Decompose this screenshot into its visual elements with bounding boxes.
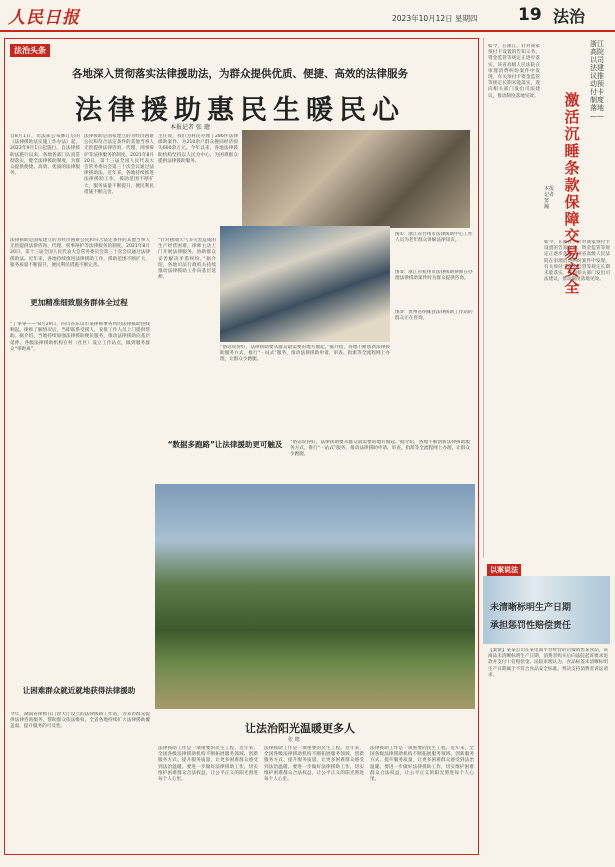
photo-caption-1: 图①：浙江省台州市法律援助中心工作人员为老年群众讲解法律知识。	[395, 232, 473, 244]
photo-mountain-village	[155, 484, 475, 709]
bottom-article-col1: 法律援助工作是一项重要的民生工程。近年来，全国各级法律援助机构不断拓展服务领域、创新服务方式、提升服务质量，让更多困难群众感受到法治温暖。要进一步做好法律援助工作，切实维护困难群众合法权益，让公平正义的阳光照进每个人心里。	[158, 746, 258, 783]
right-article-headline: 激活沉睡条款 保障交易安全	[564, 91, 580, 296]
case-column-tag: 以案说法	[487, 564, 521, 576]
subhead-3: “数据多跑路”让法律援助更可触及	[167, 440, 283, 449]
right-article-kicker: 浙江高院以司法建议推动预付卡制度落地——	[590, 40, 604, 120]
case-title-line1: 未清晰标明生产日期	[490, 603, 572, 613]
photo-caption-2: 图②：浙江省杭州市法律援助律师在办理法律援助案件时为群众提供咨询。	[395, 270, 473, 282]
case-body: 【案情】某某公司在某电商平台经营的店铺销售某食品，该商品未清晰标明生产日期，消费者购买后向法院起诉要求退款并支付十倍赔偿金。法院审理认为，食品标签未清晰标明生产日期属于不符合食品安全标准，判决支持消费者诉讼请求。	[488, 648, 608, 678]
right-article-body-col1: 如今，在浙江，针对商家预付卡设置的告知义务、资金监管等规定正逐步落实。该省高级人民法院在审理消费纠纷案件中发现，有关预付卡资金监管等规定长期未能落实，遂向相关部门发出司法建议，推动制度落地见效。	[488, 44, 540, 99]
article-subtitle: 各地深入贯彻落实法律援助法，为群众提供优质、便捷、高效的法律服务	[72, 68, 408, 80]
article-byline: 本报记者 张 璁	[170, 124, 210, 131]
bottom-article-author: 张 璁	[288, 737, 300, 743]
article-body-section2: 今年，湖南省律师在门诊大厅设立的法律援助工作站，为来访群众提供法律咨询服务，帮助群众依法维权。全省各地持续扩大法律援助覆盖面，提升服务的可及性。	[10, 712, 150, 730]
bottom-article-col2: 法律援助工作是一项重要的民生工程。近年来，全国各级法律援助机构不断拓展服务领域、创新服务方式、提升服务质量，让更多困难群众感受到法治温暖。要进一步做好法律援助工作，切实维护困难群众合法权益，让公平正义的阳光照进每个人心里。	[264, 746, 364, 783]
column-divider	[483, 38, 484, 558]
article-body-mid: “针对极端天气等灾害造成的生产经营困难，律师主动上门开展法律服务，协助群众妥善解决矛盾纠纷。”据介绍，各地司法行政机关持续推动法律援助工作向基层延伸。	[158, 238, 216, 281]
bottom-article-title: 让法治阳光温暖更多人	[245, 722, 355, 735]
subhead-1: 更加精准细致服务群体全过程	[30, 298, 128, 307]
bottom-article-col3: 法律援助工作是一项重要的民生工程。近年来，全国各级法律援助机构不断拓展服务领域、创新服务方式、提升服务质量，让更多困难群众感受到法治温暖。要进一步做好法律援助工作，切实维护困难群众合法权益，让公平正义的阳光照进每个人心里。	[370, 746, 474, 783]
case-title-line2: 承担惩罚性赔偿责任	[490, 621, 572, 631]
photo-caption-3: 图③：贵州省纳雍县法律援助工作站的群众正在咨询。	[395, 310, 473, 322]
newspaper-logo: 人民日报	[8, 8, 80, 28]
article-body-col2: 主任说，我们为村民办理了286件法律援助案件、为210余户群众挽回经济损失600余万元。今年以来，各地法律援助机构坚持以人民为中心，为困难群众提供法律援助服务。	[158, 134, 238, 164]
article-body-col1: 法律援助是国家建立的为经济困难公民和符合法定条件的其他当事人无偿提供法律咨询、代理、刑事辩护等法律服务的制度。2021年8月20日，第十三届全国人民代表大会常务委员会第三十次会议通过法律援助法。近年来，各地持续推进法律援助工作，援助范围不断扩大，服务质量不断提升，便民利民措施不断完善。	[84, 134, 154, 195]
article-lead: 自8月1日，司法部公布修订后的《法律援助法实施工作办法》起，2023年9月1日起施行。自法律援助法施行以来，各地各部门认真贯彻落实，健全法律援助制度，为群众提供便捷、高效、优质的法律服务。	[10, 134, 80, 177]
right-article-body-col2: 如今，在浙江，针对商家预付卡设置的告知义务、资金监管等规定正逐步落实。该省高级人民法院在审理消费纠纷案件中发现，有关预付卡资金监管等规定长期未能落实，遂向相关部门发出司法建议，推动制度落地见效。	[544, 240, 610, 283]
right-article-byline: 本报记者 窦 瀚	[544, 186, 555, 210]
article-headline: 法律援助惠民生暖民心	[75, 95, 405, 126]
article-body-mid3: “俗话说得好，法律援助要从群众最需要的地方做起。”据介绍，各地不断创新法律援助服务方式，推行“一站式”服务，推动法律援助申请、审查、指派等全流程网上办理，让群众少跑腿。	[290, 440, 470, 458]
article-body-section1: “丁零零——”8月29日，四川省乐山市某律师事务所的法律援助热线响起。律师了解情况后，当即联系受援人，安排工作人员上门提供帮助。据介绍，当地持续加强法律援助便民服务，推动法律援助向基层延伸。各级法律援助机构在村（社区）设立工作站点，做到服务群众“零距离”。	[10, 322, 150, 352]
photo-lawyer-service	[220, 226, 390, 342]
issue-date: 2023年10月12日 星期四	[392, 14, 478, 23]
column-tag: 法治头条	[10, 44, 50, 57]
subhead-2: 让困难群众就近就地获得法律援助	[22, 686, 136, 695]
page-number: 19	[518, 5, 542, 25]
photo-legal-aid-consultation	[242, 130, 470, 228]
section-title: 法治	[553, 7, 586, 26]
article-body-col1-cont: 法律援助是国家建立的为经济困难公民和符合法定条件的其他当事人无偿提供法律咨询、代理、刑事辩护等法律服务的制度。2021年8月20日，第十三届全国人民代表大会常务委员会第三十次会议通过法律援助法。近年来，各地持续推进法律援助工作，援助范围不断扩大，服务质量不断提升，便民利民措施不断完善。	[10, 238, 150, 268]
article-body-mid2: “俗话说得好，法律援助要从群众最需要的地方做起。”据介绍，各地不断创新法律援助服务方式，推行“一站式”服务，推动法律援助申请、审查、指派等全流程网上办理，让群众少跑腿。	[220, 345, 390, 363]
